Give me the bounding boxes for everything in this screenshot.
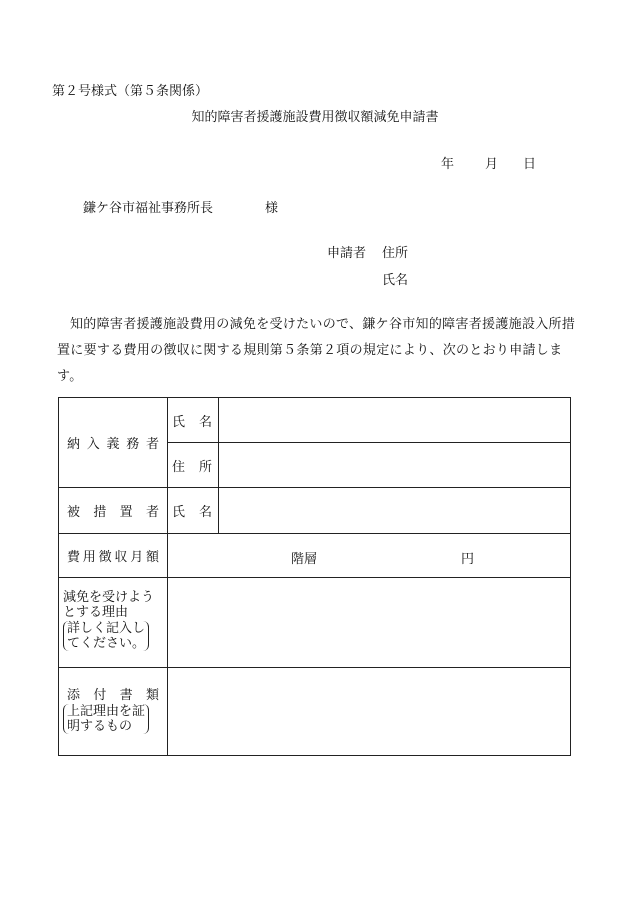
obligor-name-label	[168, 411, 218, 430]
applicant-name-label: 氏名	[382, 273, 409, 288]
date-line	[441, 153, 536, 172]
subject-label-cell	[59, 488, 168, 534]
label-char: 者	[145, 505, 159, 520]
reason-note1: 詳しく記入し	[67, 621, 146, 636]
subject-name-field[interactable]	[219, 488, 571, 534]
fee-label	[59, 546, 167, 565]
date-year: 年	[441, 157, 455, 172]
addressee	[83, 197, 278, 216]
attach-field[interactable]	[168, 668, 571, 756]
label-char: 名	[198, 505, 212, 520]
date-day: 日	[523, 157, 537, 172]
reason-field[interactable]	[168, 578, 571, 668]
form-number: 第２号様式（第５条関係）	[52, 84, 209, 99]
label-char: 用	[82, 550, 96, 565]
attach-note	[63, 704, 149, 734]
obligor-address-label	[168, 456, 218, 475]
reason-note	[63, 621, 149, 651]
label-char: 所	[198, 459, 212, 475]
label-char: 被	[67, 505, 81, 520]
label-char: 月	[130, 550, 144, 565]
reason-label-cell	[59, 578, 168, 668]
obligor-address-field[interactable]	[219, 443, 571, 488]
addressee-honorific: 様	[265, 201, 279, 216]
label-char: 付	[93, 688, 107, 703]
label-char: 類	[145, 688, 159, 703]
application-table	[58, 397, 571, 756]
reason-note2: てください。	[67, 636, 146, 651]
reason-line1: 減免を受けよう	[63, 590, 155, 605]
obligor-name-field[interactable]	[219, 398, 571, 443]
label-char: 書	[119, 688, 133, 703]
label-char: 納	[67, 437, 81, 452]
label-char: 氏	[172, 505, 186, 520]
applicant-address-label: 住所	[382, 246, 409, 261]
label-char: 徴	[98, 550, 112, 565]
label-char: 名	[198, 414, 212, 430]
reason-line2: とする理由	[63, 605, 129, 620]
label-char: 置	[119, 505, 133, 520]
obligor-label-cell	[59, 398, 168, 488]
label-char: 者	[145, 437, 159, 452]
attach-note2: 明するもの	[67, 719, 133, 734]
label-char: 住	[172, 459, 186, 475]
fee-label-cell	[59, 534, 168, 578]
obligor-name-label-cell	[168, 398, 219, 443]
form-title: 知的障害者援護施設費用徴収額減免申請書	[191, 110, 439, 125]
fee-field[interactable]	[168, 534, 571, 578]
label-char: 氏	[172, 414, 186, 430]
attach-label	[63, 688, 163, 703]
applicant-label: 申請者	[327, 246, 367, 261]
label-char: 額	[145, 550, 159, 565]
subject-label	[59, 501, 167, 520]
addressee-name: 鎌ケ谷市福祉事務所長	[83, 201, 214, 216]
label-char: 入	[86, 437, 100, 452]
yen-label: 円	[461, 552, 475, 567]
label-char: 務	[126, 437, 140, 452]
subject-name-label	[168, 501, 218, 520]
obligor-label	[59, 433, 167, 452]
date-month: 月	[485, 157, 499, 172]
attach-label-cell	[59, 668, 168, 756]
label-char: 措	[93, 505, 107, 520]
body-text: 知的障害者援護施設費用の減免を受けたいので、鎌ケ谷市知的障害者援護施設入所措置に要する費用の徴収に関する規則第５条第２項の規定により、次のとおり申請します。	[57, 317, 576, 384]
obligor-address-label-cell	[168, 443, 219, 488]
label-char: 添	[67, 688, 81, 703]
label-char: 義	[106, 437, 120, 452]
label-char: 費	[67, 550, 81, 565]
label-char: 収	[114, 550, 128, 565]
stratum-label: 階層	[291, 552, 318, 567]
subject-name-label-cell	[168, 488, 219, 534]
attach-note1: 上記理由を証	[67, 704, 146, 719]
